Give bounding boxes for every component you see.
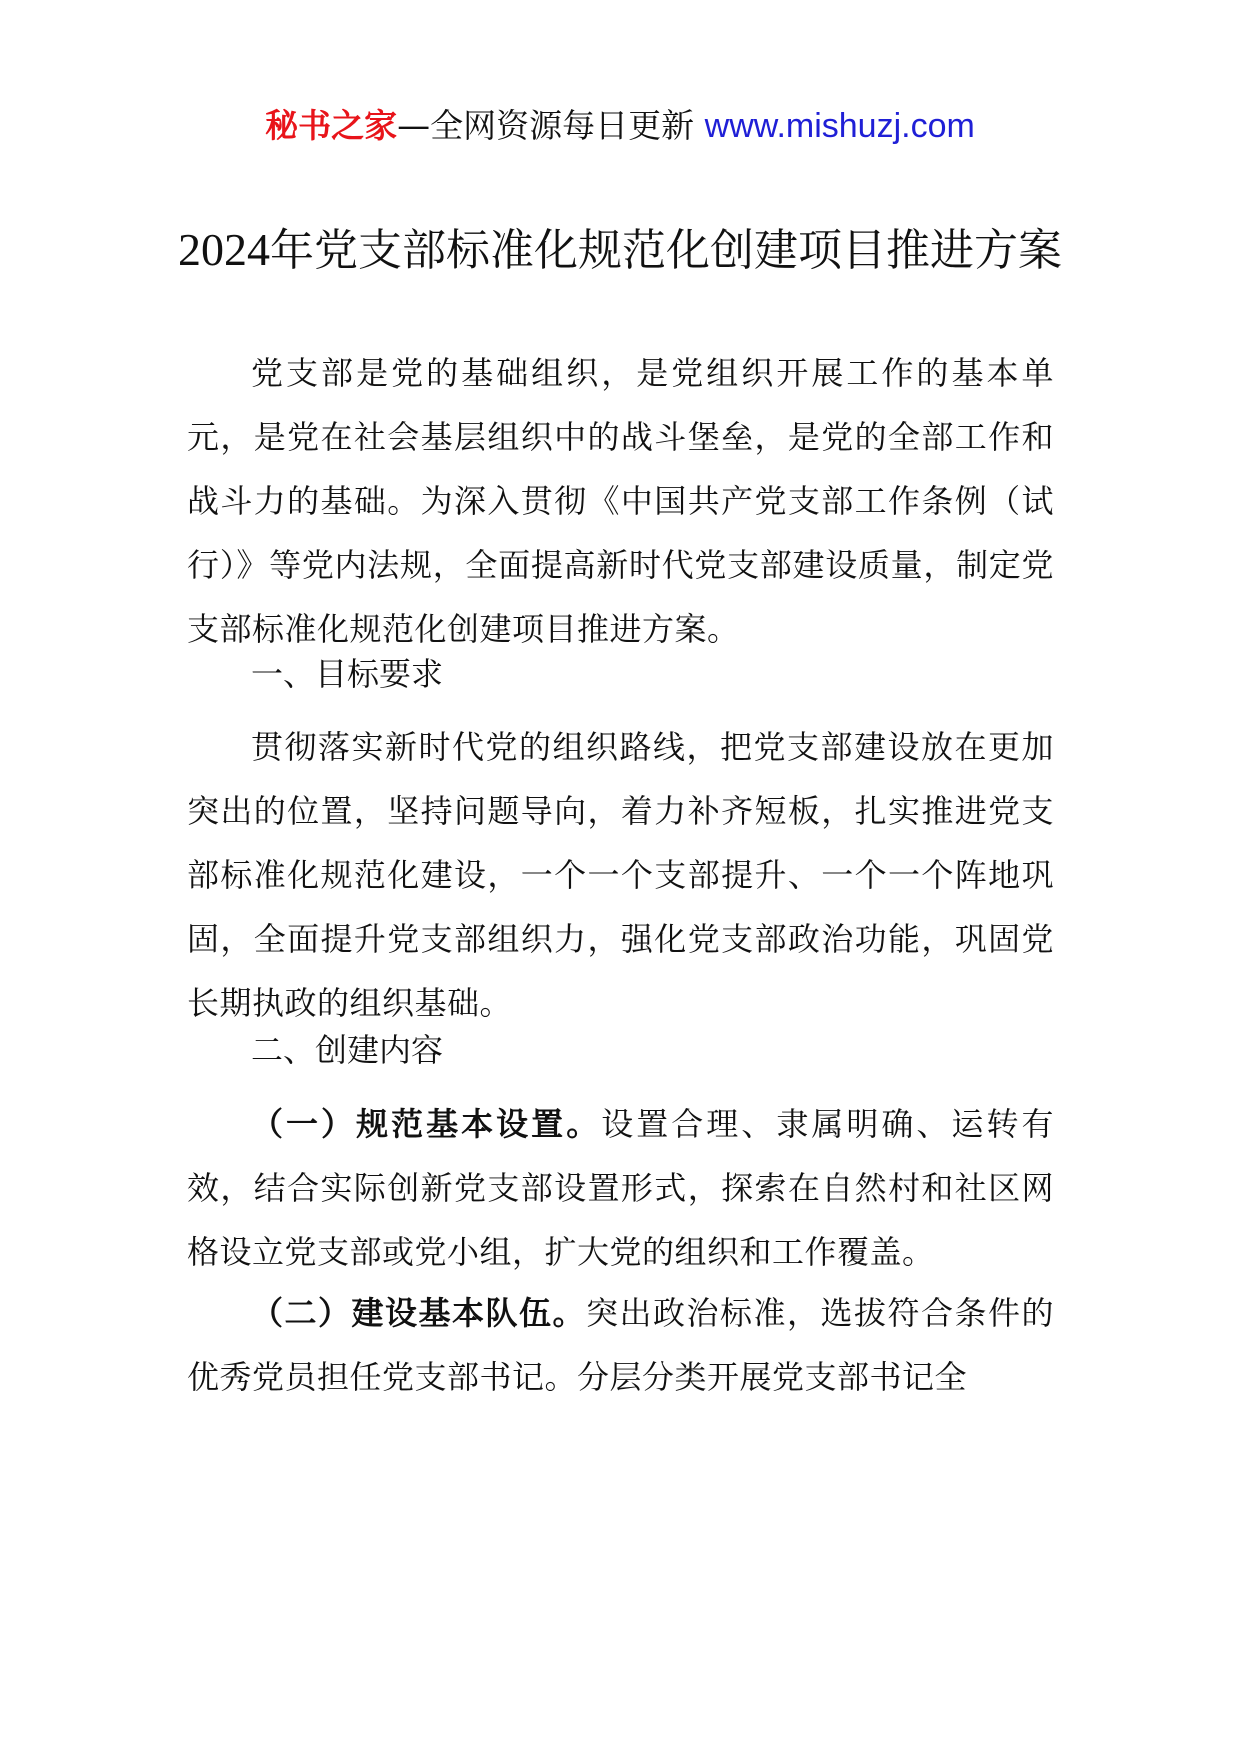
content-item-1-body: 设置合理、隶属明确、运转有效，结合实际创新党支部设置形式，探索在自然村和社区网格设立党支部或党小组，扩大党的组织和工作覆盖。 <box>187 1105 1054 1271</box>
site-header <box>0 96 1240 156</box>
content-item-2-label: （二）建设基本队伍。 <box>251 1294 586 1332</box>
site-url-link[interactable]: www.mishuzj.com <box>704 107 975 145</box>
section-heading-goals: 一、目标要求 <box>251 655 444 693</box>
content-item-2-body: 突出政治标准，选拔符合条件的优秀党员担任党支部书记。分层分类开展党支部书记全 <box>187 1294 1054 1396</box>
goals-paragraph: 贯彻落实新时代党的组织路线，把党支部建设放在更加突出的位置，坚持问题导向，着力补齐短板，扎实推进党支部标准化规范化建设，一个一个支部提升、一个一个阵地巩固，全面提升党支部组织力，强化党支部政治功能，巩固党长期执政的组织基础。 <box>187 728 1054 1022</box>
intro-paragraph: 党支部是党的基础组织，是党组织开展工作的基本单元，是党在社会基层组织中的战斗堡垒，是党的全部工作和战斗力的基础。为深入贯彻《中国共产党支部工作条例（试行）》等党内法规，全面提高新时代党支部建设质量，制定党支部标准化规范化创建项目推进方案。 <box>187 354 1054 648</box>
content-item-1 <box>187 1092 1054 1284</box>
header-tagline: —全网资源每日更新 <box>397 106 695 145</box>
title-text: 年党支部标准化规范化创建项目推进方案 <box>270 225 1062 276</box>
document-title <box>170 220 1070 281</box>
content-item-2 <box>187 1281 1054 1409</box>
title-year: 2024 <box>178 224 270 275</box>
section-heading-content: 二、创建内容 <box>251 1031 444 1069</box>
brand-name: 秘书之家 <box>265 106 398 145</box>
content-item-1-label: （一）规范基本设置。 <box>251 1105 602 1143</box>
